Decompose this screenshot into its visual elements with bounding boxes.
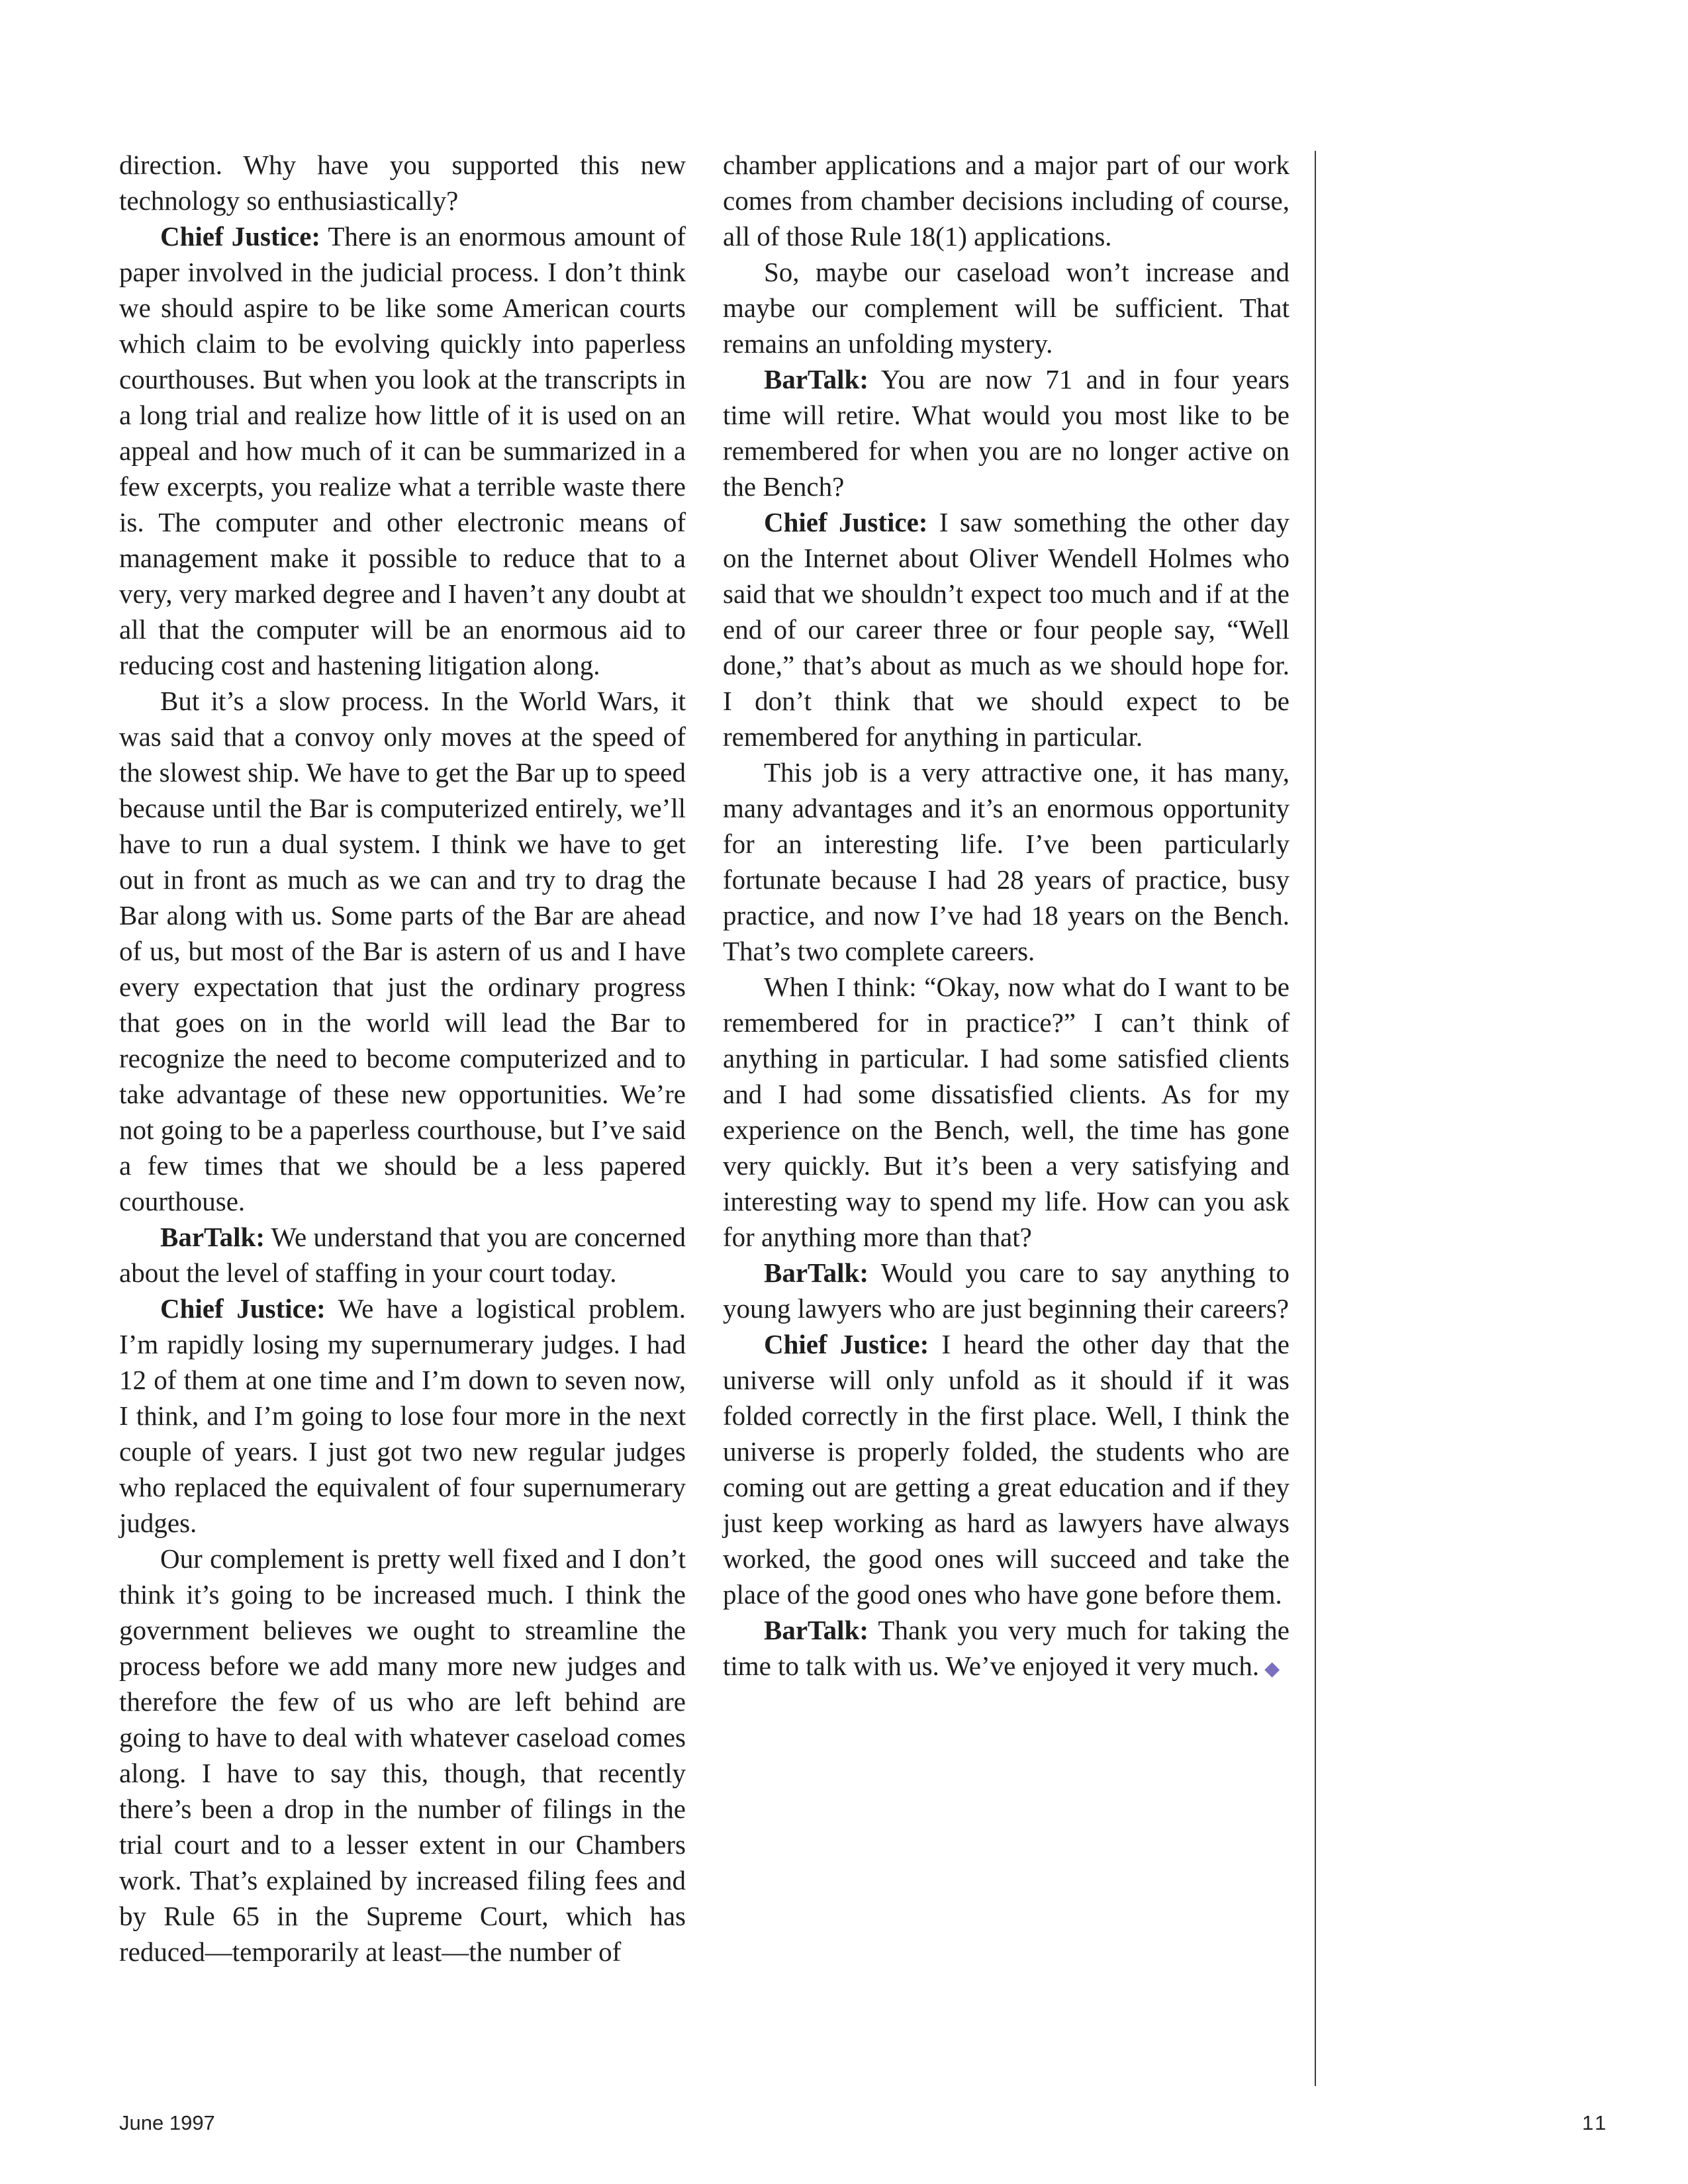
speaker-label: Chief Justice: [160, 1293, 326, 1324]
paragraph-text: We understand that you are concerned about the level of staffing in your court today. [119, 1222, 686, 1288]
paragraph [119, 1291, 686, 1541]
paragraph [723, 361, 1289, 504]
paragraph [723, 1612, 1289, 1687]
column-rule [1315, 151, 1316, 2086]
paragraph [723, 504, 1289, 754]
paragraph: chamber applications and a major part of our work comes from chamber decisions including of course, all of those Rule 18(1) applications. [723, 150, 1289, 251]
right-column [723, 147, 1289, 1687]
paragraph-text: You are now 71 and in four years time will retire. What would you most like to be remembered for when you are no longer active on the Bench? [723, 364, 1289, 502]
paragraph: This job is a very attractive one, it has many, many advantages and it’s an enormous opportunity for an interesting life. I’ve been particularly fortunate because I had 28 years of practice, busy practice, and now I’ve had 18 years on the Bench. That’s two complete careers. [723, 757, 1289, 966]
paragraph: direction. Why have you supported this new technology so enthusiastically? [119, 150, 686, 216]
speaker-label: BarTalk: [764, 1257, 868, 1288]
paragraph [119, 218, 686, 683]
paragraph-text: I saw something the other day on the Internet about Oliver Wendell Holmes who said that we shouldn’t expect too much and if at the end of our career three or four people say, “Well done,” that’s about as much as we should hope for. I don’t think that we should expect to be remembered for anything in particular. [723, 507, 1289, 752]
paragraph-text: Would you care to say anything to young lawyers who are just beginning their careers? [723, 1257, 1289, 1324]
paragraph: So, maybe our caseload won’t increase and maybe our complement will be sufficient. That remains an unfolding mystery. [723, 257, 1289, 359]
footer-date: June 1997 [119, 2111, 215, 2134]
page-number: 11 [1582, 2111, 1609, 2134]
speaker-label: BarTalk: [764, 364, 868, 394]
paragraph [723, 1326, 1289, 1612]
paragraph-text: We have a logistical problem. I’m rapidly losing my supernumerary judges. I had 12 of them at one time and I’m down to seven now, I think, and I’m going to lose four more in the next couple of years. I just got two new regular judges who replaced the equivalent of four supernumerary judges. [119, 1293, 686, 1538]
paragraph: Our complement is pretty well fixed and I don’t think it’s going to be increased much. I think the government believes we ought to streamline the process before we add many more new judges and therefore the few of us who are left behind are going to have to deal with whatever caseload comes along. I have to say this, though, that recently there’s been a drop in the number of filings in the trial court and to a lesser extent in our Chambers work. That’s explained by increased filing fees and by Rule 65 in the Supreme Court, which has reduced—temporarily at least—the number of [119, 1543, 686, 1967]
speaker-label: BarTalk: [160, 1222, 265, 1252]
left-column [119, 147, 686, 1970]
speaker-label: BarTalk: [764, 1615, 868, 1645]
paragraph: But it’s a slow process. In the World Wars, it was said that a convoy only moves at the speed of the slowest ship. We have to get the Bar up to speed because until the Bar is computerized entirely, we’ll have to run a dual system. I think we have to get out in front as much as we can and try to drag the Bar along with us. Some parts of the Bar are ahead of us, but most of the Bar is astern of us and I have every expectation that just the ordinary progress that goes on in the world will lead the Bar to recognize the need to become computerized and to take advantage of these new opportunities. We’re not going to be a paperless courthouse, but I’ve said a few times that we should be a less papered courthouse. [119, 686, 686, 1216]
paragraph-text: I heard the other day that the universe will only unfold as it should if it was folded correctly in the first place. Well, I think the universe is properly folded, the students who are coming out are getting a great education and if they just keep working as hard as lawyers have always worked, the good ones will succeed and take the place of the good ones who have gone before them. [723, 1329, 1289, 1610]
paragraph: When I think: “Okay, now what do I want to be remembered for in practice?” I can’t think of anything in particular. I had some satisfied clients and I had some dissatisfied clients. As for my experience on the Bench, well, the time has gone very quickly. But it’s been a very satisfying and interesting way to spend my life. How can you ask for anything more than that? [723, 972, 1289, 1252]
paragraph-text: There is an enormous amount of paper involved in the judicial process. I don’t think we should aspire to be like some American courts which claim to be evolving quickly into paperless courthouses. But when you look at the transcripts in a long trial and realize how little of it is used on an appeal and how much of it can be summarized in a few excerpts, you realize what a terrible waste there is. The computer and other electronic means of management make it possible to reduce that to a very, very marked degree and I haven’t any doubt at all that the computer will be an enormous aid to reducing cost and hastening litigation along. [119, 221, 686, 680]
speaker-label: Chief Justice: [160, 221, 321, 251]
diamond-end-mark-icon: ◆ [1264, 1658, 1280, 1680]
speaker-label: Chief Justice: [764, 1329, 929, 1359]
paragraph [119, 1219, 686, 1291]
paragraph [723, 1255, 1289, 1326]
paragraph-text: Thank you very much for taking the time to talk with us. We’ve enjoyed it very much. [723, 1615, 1289, 1681]
speaker-label: Chief Justice: [764, 507, 928, 537]
